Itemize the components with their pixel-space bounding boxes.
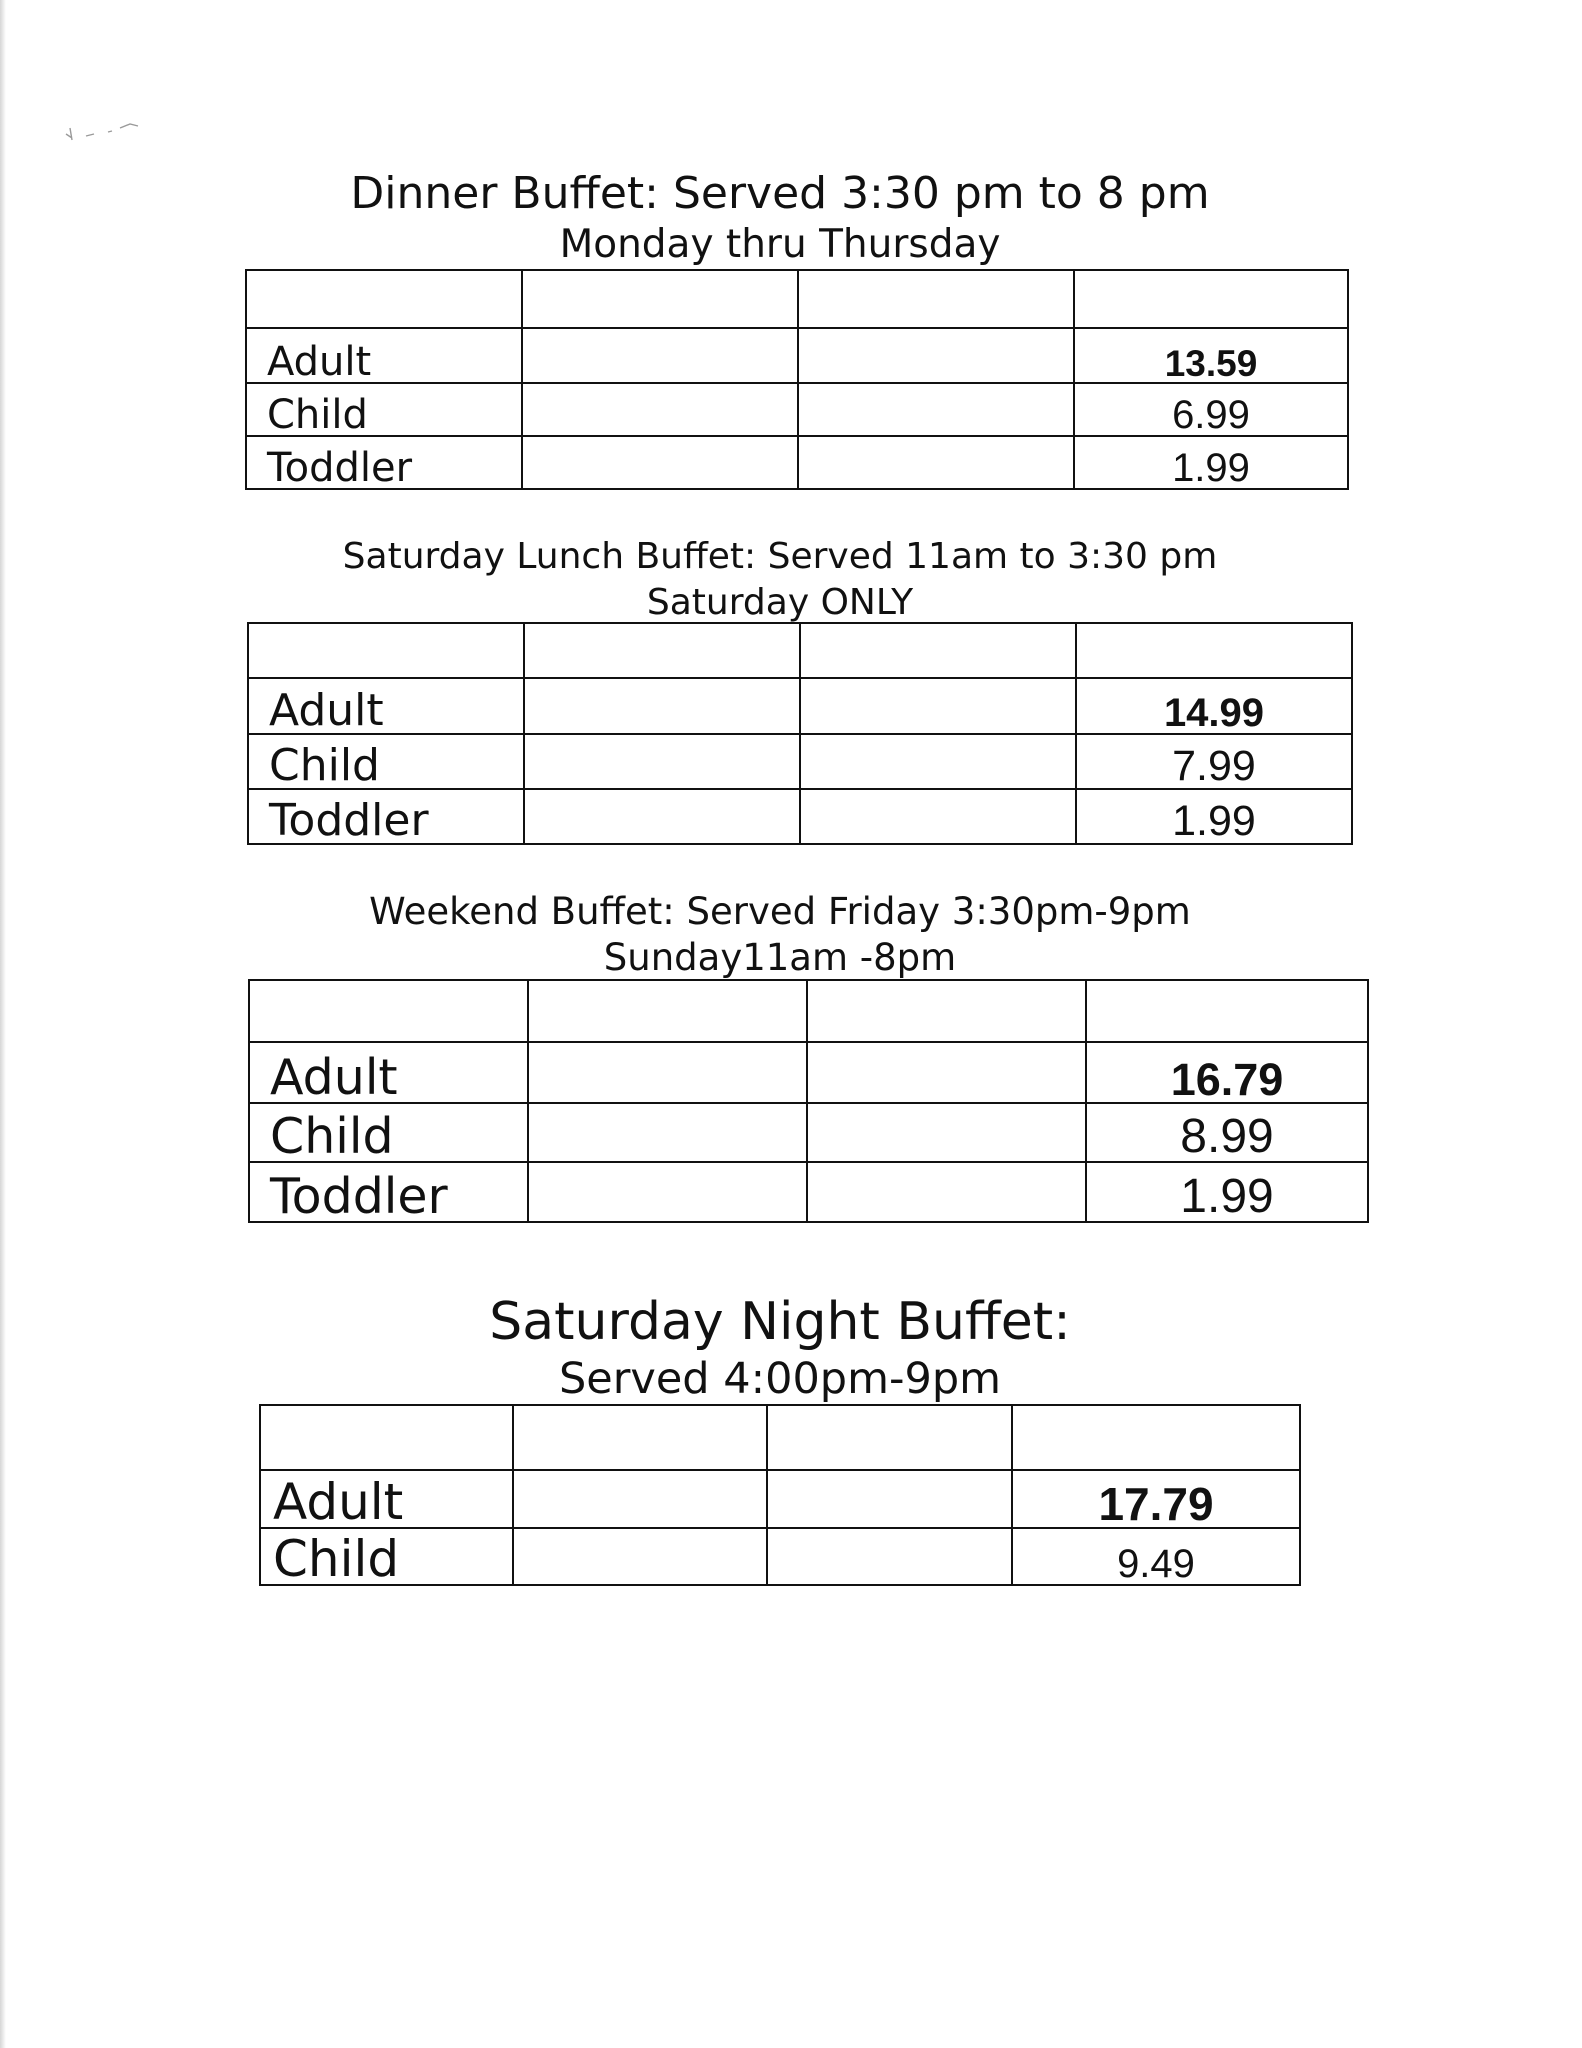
row-label: Adult — [248, 678, 524, 734]
price-cell: 7.99 — [1076, 734, 1352, 789]
saturday-night-subtitle: Served 4:00pm-9pm — [558, 1354, 1002, 1404]
saturday-lunch-table — [247, 622, 1353, 845]
dinner-buffet-table — [245, 269, 1349, 490]
table-row — [248, 734, 1352, 789]
row-label: Toddler — [248, 789, 524, 844]
price-cell: 17.79 — [1012, 1470, 1300, 1528]
table-header-row — [249, 980, 1368, 1042]
weekend-buffet-title: Weekend Buffet: Served Friday 3:30pm-9pm — [369, 890, 1191, 933]
price-cell: 1.99 — [1076, 789, 1352, 844]
table-row — [260, 1528, 1300, 1585]
dinner-buffet-title: Dinner Buffet: Served 3:30 pm to 8 pm — [350, 168, 1210, 219]
saturday-night-title: Saturday Night Buffet: — [489, 1292, 1071, 1352]
dinner-buffet-subtitle: Monday thru Thursday — [559, 222, 1001, 267]
table-row — [248, 789, 1352, 844]
price-cell: 14.99 — [1076, 678, 1352, 734]
saturday-lunch-title: Saturday Lunch Buffet: Served 11am to 3:30 pm — [342, 536, 1218, 577]
table-row — [249, 1103, 1368, 1162]
row-label: Toddler — [249, 1162, 528, 1222]
row-label: Child — [260, 1528, 513, 1585]
price-cell: 16.79 — [1086, 1042, 1368, 1103]
table-row — [246, 436, 1348, 489]
row-label: Child — [249, 1103, 528, 1162]
row-label: Adult — [249, 1042, 528, 1103]
saturday-lunch-subtitle: Saturday ONLY — [646, 582, 914, 623]
table-row — [248, 678, 1352, 734]
row-label: Toddler — [246, 436, 522, 489]
row-label: Child — [246, 383, 522, 436]
price-cell: 8.99 — [1086, 1103, 1368, 1162]
row-label: Adult — [260, 1470, 513, 1528]
price-cell: 1.99 — [1074, 436, 1348, 489]
table-row — [249, 1162, 1368, 1222]
table-row — [249, 1042, 1368, 1103]
price-cell: 9.49 — [1012, 1528, 1300, 1585]
saturday-night-table — [259, 1404, 1301, 1586]
price-cell: 6.99 — [1074, 383, 1348, 436]
price-cell: 13.59 — [1074, 328, 1348, 383]
scan-page-edge — [0, 0, 6, 2048]
weekend-buffet-table — [248, 979, 1369, 1223]
table-row — [246, 328, 1348, 383]
weekend-buffet-subtitle: Sunday11am -8pm — [603, 936, 957, 979]
table-row — [246, 383, 1348, 436]
table-header-row — [260, 1405, 1300, 1470]
table-row — [260, 1470, 1300, 1528]
row-label: Child — [248, 734, 524, 789]
table-header-row — [246, 270, 1348, 328]
row-label: Adult — [246, 328, 522, 383]
scan-specks — [62, 118, 172, 158]
table-header-row — [248, 623, 1352, 678]
price-cell: 1.99 — [1086, 1162, 1368, 1222]
